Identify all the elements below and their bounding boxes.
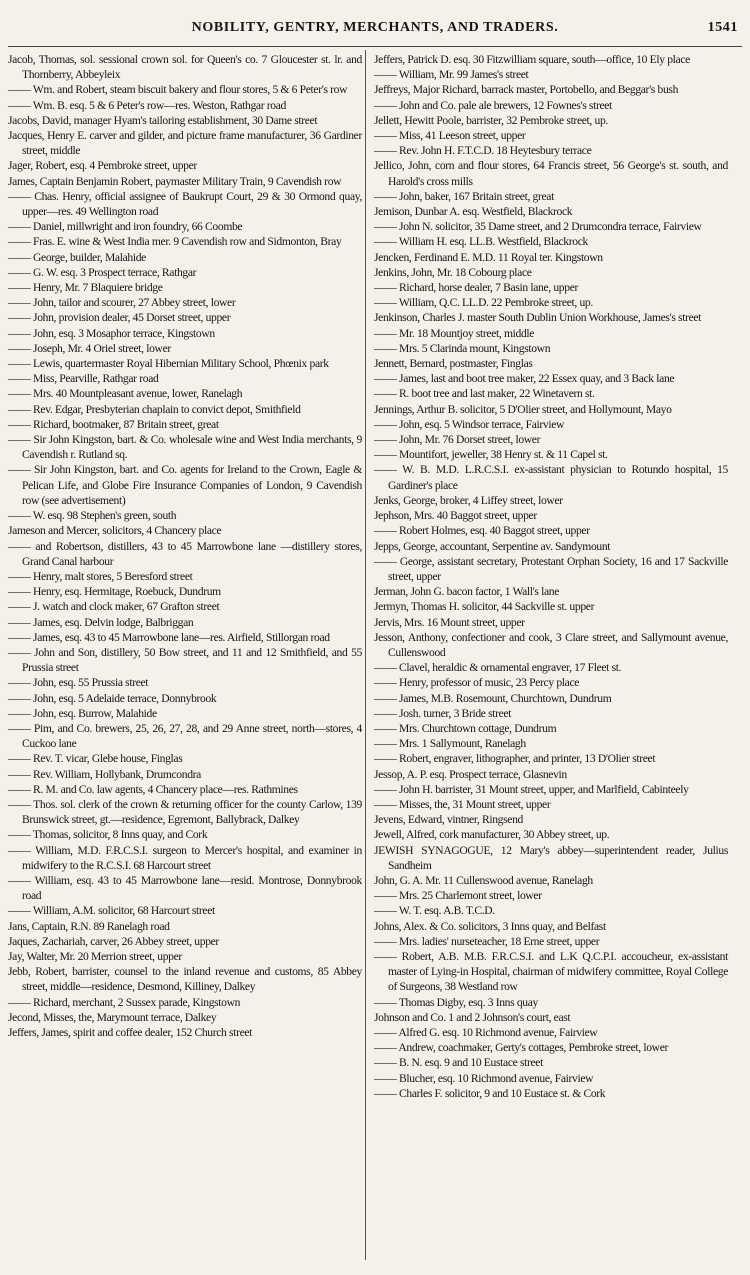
directory-entry: Jenks, George, broker, 4 Liffey street, lower bbox=[374, 493, 563, 507]
directory-entry: —— William, esq. 43 to 45 Marrowbone lane—resid. Montrose, Donnybrook road bbox=[8, 873, 362, 903]
column-divider bbox=[365, 50, 366, 1260]
page-title: NOBILITY, GENTRY, MERCHANTS, AND TRADERS. bbox=[191, 20, 559, 35]
directory-entry: Johns, Alex. & Co. solicitors, 3 Inns quay, and Belfast bbox=[374, 919, 606, 933]
directory-entry: —— John, esq. 5 Adelaide terrace, Donnybrook bbox=[8, 691, 217, 705]
directory-entry: —— Clavel, heraldic & ornamental engraver, 17 Fleet st. bbox=[374, 661, 622, 675]
directory-entry: —— Charles F. solicitor, 9 and 10 Eustace st. & Cork bbox=[374, 1086, 606, 1100]
directory-entry: Jephson, Mrs. 40 Baggot street, upper bbox=[374, 509, 537, 523]
directory-entry: —— Richard, bootmaker, 87 Britain street, great bbox=[8, 417, 219, 431]
directory-entry: —— B. N. esq. 9 and 10 Eustace street bbox=[374, 1056, 543, 1070]
directory-entry: —— R. boot tree and last maker, 22 Winetavern st. bbox=[374, 387, 595, 401]
directory-entry: —— Wm. and Robert, steam biscuit bakery and flour stores, 5 & 6 Peter's row bbox=[8, 83, 348, 97]
directory-entry: —— Wm. B. esq. 5 & 6 Peter's row—res. Weston, Rathgar road bbox=[8, 98, 286, 112]
directory-entry: —— Misses, the, 31 Mount street, upper bbox=[374, 797, 551, 811]
directory-entry: —— R. M. and Co. law agents, 4 Chancery place—res. Rathmines bbox=[8, 782, 298, 796]
directory-entry: —— W. esq. 98 Stephen's green, south bbox=[8, 509, 177, 523]
directory-entry: —— Blucher, esq. 10 Richmond avenue, Fairview bbox=[374, 1071, 594, 1085]
directory-entry: —— Thomas Digby, esq. 3 Inns quay bbox=[374, 995, 538, 1009]
directory-entry: —— John N. solicitor, 35 Dame street, and 2 Drumcondra terrace, Fairview bbox=[374, 220, 702, 234]
directory-entry: Jerman, John G. bacon factor, 1 Wall's lane bbox=[374, 585, 560, 599]
directory-entry: Jevens, Edward, vintner, Ringsend bbox=[374, 813, 523, 827]
directory-entry: —— Pim, and Co. brewers, 25, 26, 27, 28, and 29 Anne street, north—stores, 4 Cuckoo lane bbox=[8, 721, 362, 751]
directory-entry: —— John H. barrister, 31 Mount street, upper, and Marlfield, Cabinteely bbox=[374, 782, 689, 796]
directory-entry: —— James, last and boot tree maker, 22 Essex quay, and 3 Back lane bbox=[374, 372, 675, 386]
directory-entry: —— Andrew, coachmaker, Gerty's cottages, Pembroke street, lower bbox=[374, 1041, 669, 1055]
directory-entry: —— William, Q.C. LL.D. 22 Pembroke street, up. bbox=[374, 296, 593, 310]
directory-entry: JEWISH SYNAGOGUE, 12 Mary's abbey—superintendent reader, Julius Sandheim bbox=[374, 843, 728, 872]
directory-entry: —— Daniel, millwright and iron foundry, 66 Coombe bbox=[8, 220, 243, 234]
directory-entry: —— Sir John Kingston, bart. & Co. wholesale wine and West India merchants, 9 Cavendish r. Rutland sq. bbox=[8, 433, 362, 462]
directory-entry: —— Sir John Kingston, bart. and Co. agents for Ireland to the Crown, Eagle & Pelican Life, and Globe Fire Insurance Companies of London, 9 Cavendish row (see advertisement) bbox=[8, 463, 362, 507]
directory-entry: —— Lewis, quartermaster Royal Hibernian Military School, Phœnix park bbox=[8, 357, 329, 371]
directory-entry: Jesson, Anthony, confectioner and cook, 3 Clare street, and Sallymount avenue, Cullenswood bbox=[374, 630, 728, 659]
directory-entry: —— Miss, Pearville, Rathgar road bbox=[8, 372, 159, 386]
directory-entry: —— James, M.B. Rosemount, Churchtown, Dundrum bbox=[374, 691, 612, 705]
directory-entry: —— Josh. turner, 3 Bride street bbox=[374, 706, 512, 720]
directory-entry: —— J. watch and clock maker, 67 Grafton street bbox=[8, 600, 220, 614]
directory-entry: —— William H. esq. LL.B. Westfield, Blackrock bbox=[374, 235, 588, 249]
directory-entry: —— Alfred G. esq. 10 Richmond avenue, Fairview bbox=[374, 1026, 598, 1039]
directory-entry: —— Mrs. ladies' nurseteacher, 18 Erne street, upper bbox=[374, 934, 600, 948]
directory-entry: Jager, Robert, esq. 4 Pembroke street, upper bbox=[8, 159, 197, 173]
directory-entry: —— John, Mr. 76 Dorset street, lower bbox=[374, 433, 541, 447]
directory-entry: —— Joseph, Mr. 4 Oriel street, lower bbox=[8, 341, 171, 355]
directory-entry: Jans, Captain, R.N. 89 Ranelagh road bbox=[8, 919, 170, 933]
page-number: 1541 bbox=[707, 20, 738, 35]
directory-entry: —— Thomas, solicitor, 8 Inns quay, and Cork bbox=[8, 828, 208, 842]
directory-entry: —— Fras. E. wine & West India mer. 9 Cavendish row and Sidmonton, Bray bbox=[8, 235, 342, 249]
directory-entry: Jellett, Hewitt Poole, barrister, 32 Pembroke street, up. bbox=[374, 113, 608, 127]
directory-entry: —— G. W. esq. 3 Prospect terrace, Rathgar bbox=[8, 265, 197, 279]
directory-entry: —— Rev. Edgar, Presbyterian chaplain to convict depot, Smithfield bbox=[8, 402, 301, 416]
directory-entry: —— Mrs. 1 Sallymount, Ranelagh bbox=[374, 737, 526, 751]
directory-entry: James, Captain Benjamin Robert, paymaster Military Train, 9 Cavendish row bbox=[8, 174, 342, 188]
directory-entry: Jeffers, James, spirit and coffee dealer, 152 Church street bbox=[8, 1026, 253, 1039]
directory-entry: —— Henry, Mr. 7 Blaquiere bridge bbox=[8, 281, 163, 295]
directory-entry: Jermyn, Thomas H. solicitor, 44 Sackville st. upper bbox=[374, 600, 595, 614]
directory-entry: Jenkins, John, Mr. 18 Cobourg place bbox=[374, 265, 532, 279]
directory-entry: —— Miss, 41 Leeson street, upper bbox=[374, 129, 526, 143]
directory-entry: Jellico, John, corn and flour stores, 64 Francis street, 56 George's st. south, and Harold's cross mills bbox=[374, 159, 728, 188]
directory-entry: Jacob, Thomas, sol. sessional crown sol. for Queen's co. 7 Gloucester st. lr. and Thornberry, Abbeyleix bbox=[8, 53, 362, 82]
directory-entry: —— James, esq. Delvin lodge, Balbriggan bbox=[8, 615, 194, 629]
directory-entry: —— William, M.D. F.R.C.S.I. surgeon to Mercer's hospital, and examiner in midwifery to the R.C.S.I. 68 Harcourt street bbox=[8, 843, 362, 872]
directory-entry: —— Mrs. Churchtown cottage, Dundrum bbox=[374, 721, 557, 735]
directory-entry: Jennings, Arthur B. solicitor, 5 D'Olier street, and Hollymount, Mayo bbox=[374, 402, 672, 416]
directory-entry: —— John, esq. 55 Prussia street bbox=[8, 676, 149, 690]
page-header bbox=[8, 20, 742, 42]
directory-entry: —— Robert, engraver, lithographer, and printer, 13 D'Olier street bbox=[374, 752, 656, 766]
directory-entry: Jameson and Mercer, solicitors, 4 Chancery place bbox=[8, 524, 222, 538]
directory-entry: —— John and Son, distillery, 50 Bow street, and 11 and 12 Smithfield, and 55 Prussia street bbox=[8, 645, 362, 675]
directory-entry: Jay, Walter, Mr. 20 Merrion street, upper bbox=[8, 949, 182, 963]
directory-entry: —— Mrs. 5 Clarinda mount, Kingstown bbox=[374, 341, 551, 355]
directory-entry: Jecond, Misses, the, Marymount terrace, Dalkey bbox=[8, 1010, 217, 1024]
directory-entry: Jenkinson, Charles J. master South Dublin Union Workhouse, James's street bbox=[374, 311, 702, 325]
directory-entry: —— George, builder, Malahide bbox=[8, 250, 146, 264]
directory-entry: Jeffers, Patrick D. esq. 30 Fitzwilliam square, south—office, 10 Ely place bbox=[374, 53, 690, 66]
directory-entry: —— Thos. sol. clerk of the crown & returning officer for the county Carlow, 139 Brunswick street, gt.—residence, Egremont, Ballybrack, Dalkey bbox=[8, 797, 362, 827]
directory-entry: —— W. B. M.D. L.R.C.S.I. ex-assistant physician to Rotundo hospital, 15 Gardiner's place bbox=[374, 463, 728, 492]
directory-entry: —— George, assistant secretary, Protestant Orphan Society, 16 and 17 Sackville street, upper bbox=[374, 554, 728, 583]
header-rule bbox=[8, 46, 742, 47]
directory-entry: —— John, provision dealer, 45 Dorset street, upper bbox=[8, 311, 231, 325]
directory-entry: —— Henry, professor of music, 23 Percy place bbox=[374, 676, 580, 690]
directory-entry: —— William, Mr. 99 James's street bbox=[374, 68, 529, 82]
directory-entry: —— Rev. William, Hollybank, Drumcondra bbox=[8, 767, 201, 781]
directory-entry: —— Richard, merchant, 2 Sussex parade, Kingstown bbox=[8, 995, 241, 1009]
directory-entry: —— John, esq. 5 Windsor terrace, Fairview bbox=[374, 417, 565, 431]
directory-entry: Jacques, Henry E. carver and gilder, and picture frame manufacturer, 36 Gardiner street, middle bbox=[8, 129, 362, 158]
directory-entry: —— John and Co. pale ale brewers, 12 Fownes's street bbox=[374, 98, 612, 112]
directory-entry: John, G. A. Mr. 11 Cullenswood avenue, Ranelagh bbox=[374, 873, 593, 887]
directory-entry: Jessop, A. P. esq. Prospect terrace, Glasnevin bbox=[374, 767, 567, 781]
directory-entry: —— Mrs. 40 Mountpleasant avenue, lower, Ranelagh bbox=[8, 387, 243, 401]
directory-entry: —— Rev. John H. F.T.C.D. 18 Heytesbury terrace bbox=[374, 144, 592, 158]
directory-entry: —— Chas. Henry, official assignee of Baukrupt Court, 29 & 30 Ormond quay, upper—res. 49 Wellington road bbox=[8, 189, 362, 219]
directory-entry: Jaques, Zachariah, carver, 26 Abbey street, upper bbox=[8, 934, 219, 948]
directory-entry: —— Richard, horse dealer, 7 Basin lane, upper bbox=[374, 281, 578, 295]
directory-entry: Jeffreys, Major Richard, barrack master, Portobello, and Beggar's bush bbox=[374, 83, 679, 97]
directory-entry: —— William, A.M. solicitor, 68 Harcourt street bbox=[8, 904, 215, 918]
directory-entry: —— Mrs. 25 Charlemont street, lower bbox=[374, 889, 542, 903]
right-column bbox=[374, 52, 728, 1101]
left-column bbox=[8, 52, 362, 1040]
directory-entry: —— W. T. esq. A.B. T.C.D. bbox=[374, 904, 495, 918]
directory-entry: —— Rev. T. vicar, Glebe house, Finglas bbox=[8, 752, 183, 766]
directory-entry: Jemison, Dunbar A. esq. Westfield, Blackrock bbox=[374, 205, 573, 219]
directory-entry: Jebb, Robert, barrister, counsel to the inland revenue and customs, 85 Abbey street, middle—residence, Desmond, Killiney, Dalkey bbox=[8, 965, 362, 994]
directory-entry: —— and Robertson, distillers, 43 to 45 Marrowbone lane —distillery stores, Grand Canal harbour bbox=[8, 539, 362, 568]
directory-entry: Johnson and Co. 1 and 2 Johnson's court, east bbox=[374, 1010, 571, 1024]
directory-entry: Jennett, Bernard, postmaster, Finglas bbox=[374, 357, 533, 371]
directory-entry: —— Henry, malt stores, 5 Beresford street bbox=[8, 569, 193, 583]
directory-entry: Jepps, George, accountant, Serpentine av. Sandymount bbox=[374, 539, 611, 553]
directory-entry: —— Mountifort, jeweller, 38 Henry st. & 11 Capel st. bbox=[374, 448, 608, 462]
directory-entry: —— John, baker, 167 Britain street, great bbox=[374, 189, 554, 203]
directory-entry: —— Robert Holmes, esq. 40 Baggot street, upper bbox=[374, 524, 590, 538]
directory-entry: Jervis, Mrs. 16 Mount street, upper bbox=[374, 615, 525, 629]
directory-entry: Jencken, Ferdinand E. M.D. 11 Royal ter. Kingstown bbox=[374, 250, 603, 264]
directory-entry: —— Mr. 18 Mountjoy street, middle bbox=[374, 326, 535, 340]
directory-entry: —— Henry, esq. Hermitage, Roebuck, Dundrum bbox=[8, 585, 221, 599]
directory-entry: —— James, esq. 43 to 45 Marrowbone lane—res. Airfield, Stillorgan road bbox=[8, 630, 330, 644]
directory-entry: —— John, tailor and scourer, 27 Abbey street, lower bbox=[8, 296, 236, 310]
directory-entry: —— John, esq. Burrow, Malahide bbox=[8, 706, 157, 720]
directory-entry: Jacobs, David, manager Hyam's tailoring establishment, 30 Dame street bbox=[8, 113, 318, 127]
directory-entry: Jewell, Alfred, cork manufacturer, 30 Abbey street, up. bbox=[374, 828, 610, 842]
directory-entry: —— John, esq. 3 Mosaphor terrace, Kingstown bbox=[8, 326, 215, 340]
directory-entry: —— Robert, A.B. M.B. F.R.C.S.I. and L.K Q.C.P.I. accoucheur, ex-assistant master of Lying-in Hospital, chairman of midwifery committee, Royal College of Surgeons, 38 Westland row bbox=[374, 949, 728, 994]
